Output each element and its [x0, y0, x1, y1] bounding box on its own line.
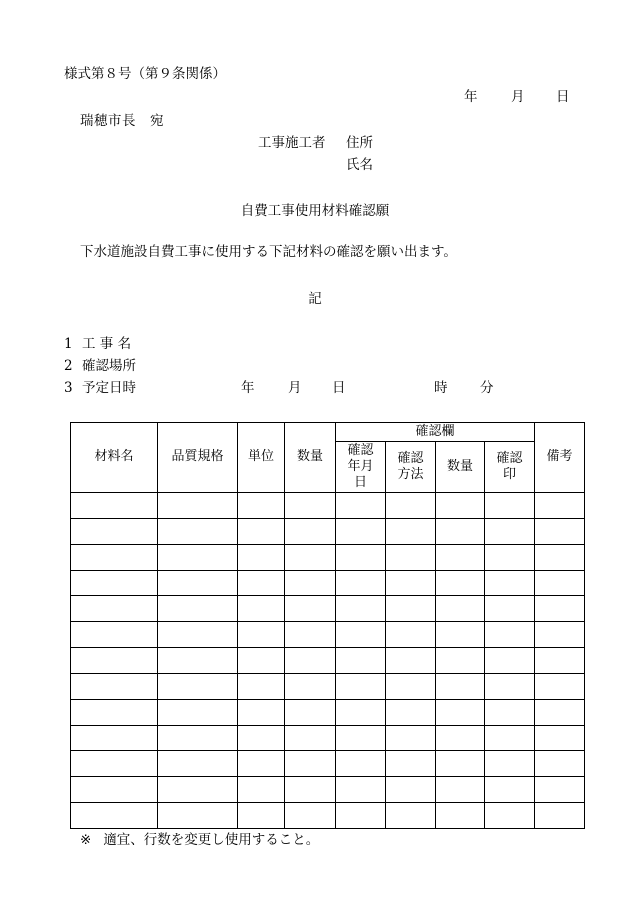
col-confirm-quantity: 数量 [436, 442, 485, 493]
table-cell[interactable] [238, 570, 285, 596]
table-row [71, 751, 585, 777]
table-cell[interactable] [336, 699, 386, 725]
table-cell[interactable] [436, 596, 485, 622]
table-cell[interactable] [158, 544, 238, 570]
col-quality-spec: 品質規格 [158, 423, 238, 493]
table-cell[interactable] [436, 725, 485, 751]
table-row [71, 570, 585, 596]
table-cell[interactable] [336, 596, 386, 622]
table-cell[interactable] [535, 518, 585, 544]
table-cell[interactable] [336, 777, 386, 803]
table-cell[interactable] [485, 518, 535, 544]
header-line: 方法 [397, 467, 424, 482]
header-line: 日 [353, 475, 367, 491]
item-number: 1 [64, 336, 73, 352]
header-line: 確認 [496, 450, 523, 466]
table-cell[interactable] [285, 622, 336, 648]
addressee: 瑞穂市長 宛 [80, 113, 164, 129]
table-cell[interactable] [71, 570, 158, 596]
table-cell[interactable] [485, 648, 535, 674]
table-cell[interactable] [386, 751, 436, 777]
table-cell[interactable] [386, 570, 436, 596]
ki-heading: 記 [308, 291, 322, 307]
confirmation-group-header: 確認欄 [336, 423, 535, 442]
table-row [71, 493, 585, 519]
table-cell[interactable] [535, 673, 585, 699]
table-cell[interactable] [238, 777, 285, 803]
table-cell[interactable] [285, 544, 336, 570]
table-cell[interactable] [336, 493, 386, 519]
table-cell[interactable] [436, 622, 485, 648]
col-confirm-date [336, 442, 386, 493]
table-cell[interactable] [386, 544, 436, 570]
table-cell[interactable] [71, 673, 158, 699]
table-cell[interactable] [535, 725, 585, 751]
table-cell[interactable] [436, 518, 485, 544]
table-cell[interactable] [386, 673, 436, 699]
table-cell[interactable] [238, 518, 285, 544]
table-cell[interactable] [336, 622, 386, 648]
table-cell[interactable] [238, 803, 285, 829]
table-cell[interactable] [535, 622, 585, 648]
table-cell[interactable] [386, 518, 436, 544]
col-unit: 単位 [238, 423, 285, 493]
date-month-label: 月 [511, 89, 525, 105]
table-cell[interactable] [158, 673, 238, 699]
form-id: 様式第８号（第９条関係） [64, 66, 226, 82]
table-cell[interactable] [436, 570, 485, 596]
table-cell[interactable] [485, 673, 535, 699]
table-cell[interactable] [485, 751, 535, 777]
table-cell[interactable] [386, 725, 436, 751]
header-line: 確認 [397, 450, 424, 466]
document-title: 自費工事使用材料確認願 [240, 203, 390, 219]
item-label: 予定日時 [82, 380, 136, 396]
table-cell[interactable] [535, 596, 585, 622]
schedule-month-label: 月 [288, 380, 302, 396]
table-cell[interactable] [386, 777, 436, 803]
table-cell[interactable] [71, 751, 158, 777]
request-text: 下水道施設自費工事に使用する下記材料の確認を願い出ます。 [80, 244, 457, 260]
table-cell[interactable] [285, 699, 336, 725]
col-quantity: 数量 [285, 423, 336, 493]
materials-table-body [71, 493, 585, 829]
table-cell[interactable] [71, 493, 158, 519]
table-row [71, 803, 585, 829]
table-cell[interactable] [71, 803, 158, 829]
table-cell[interactable] [436, 493, 485, 519]
table-cell[interactable] [535, 544, 585, 570]
table-cell[interactable] [386, 648, 436, 674]
table-cell[interactable] [158, 622, 238, 648]
item-label: 工 事 名 [82, 336, 132, 352]
table-cell[interactable] [485, 622, 535, 648]
contractor-label: 工事施工者 [258, 135, 326, 151]
date-day-label: 日 [556, 89, 570, 105]
table-cell[interactable] [336, 803, 386, 829]
table-cell[interactable] [535, 803, 585, 829]
col-confirm-method [386, 442, 436, 493]
address-label: 住所 [346, 135, 373, 151]
table-cell[interactable] [238, 622, 285, 648]
table-cell[interactable] [485, 725, 535, 751]
col-remarks: 備考 [535, 423, 585, 493]
table-cell[interactable] [386, 596, 436, 622]
schedule-year-label: 年 [241, 380, 255, 396]
header-line: 印 [503, 467, 517, 482]
table-cell[interactable] [336, 751, 386, 777]
table-cell[interactable] [238, 673, 285, 699]
table-cell[interactable] [71, 622, 158, 648]
table-cell[interactable] [535, 699, 585, 725]
table-cell[interactable] [158, 725, 238, 751]
table-cell[interactable] [336, 725, 386, 751]
table-cell[interactable] [158, 493, 238, 519]
table-cell[interactable] [71, 596, 158, 622]
table-cell[interactable] [158, 751, 238, 777]
table-cell[interactable] [71, 725, 158, 751]
table-cell[interactable] [436, 699, 485, 725]
table-cell[interactable] [436, 673, 485, 699]
table-cell[interactable] [535, 648, 585, 674]
table-cell[interactable] [71, 544, 158, 570]
table-cell[interactable] [436, 803, 485, 829]
table-cell[interactable] [386, 493, 436, 519]
table-cell[interactable] [485, 570, 535, 596]
table-cell[interactable] [485, 596, 535, 622]
table-cell[interactable] [535, 751, 585, 777]
table-cell[interactable] [158, 518, 238, 544]
schedule-hour-label: 時 [434, 380, 448, 396]
table-cell[interactable] [436, 777, 485, 803]
materials-table [70, 422, 585, 829]
table-cell[interactable] [285, 725, 336, 751]
table-cell[interactable] [285, 673, 336, 699]
table-cell[interactable] [336, 518, 386, 544]
table-cell[interactable] [336, 673, 386, 699]
table-row [71, 518, 585, 544]
table-cell[interactable] [285, 493, 336, 519]
item-label: 確認場所 [82, 358, 136, 374]
table-cell[interactable] [535, 493, 585, 519]
table-row [71, 673, 585, 699]
table-cell[interactable] [285, 596, 336, 622]
table-cell[interactable] [238, 596, 285, 622]
table-cell[interactable] [158, 648, 238, 674]
table-cell[interactable] [336, 570, 386, 596]
note-text: 適宜、行数を変更し使用すること。 [103, 832, 320, 848]
table-cell[interactable] [71, 777, 158, 803]
table-cell[interactable] [71, 648, 158, 674]
table-cell[interactable] [436, 648, 485, 674]
table-cell[interactable] [285, 570, 336, 596]
table-cell[interactable] [158, 596, 238, 622]
item-number: 3 [64, 380, 73, 396]
col-material-name: 材料名 [71, 423, 158, 493]
table-cell[interactable] [485, 493, 535, 519]
table-cell[interactable] [436, 544, 485, 570]
table-cell[interactable] [71, 699, 158, 725]
table-cell[interactable] [238, 751, 285, 777]
table-row [71, 725, 585, 751]
table-cell[interactable] [158, 803, 238, 829]
table-row [71, 622, 585, 648]
table-row [71, 699, 585, 725]
table-cell[interactable] [485, 777, 535, 803]
table-cell[interactable] [238, 493, 285, 519]
table-cell[interactable] [285, 518, 336, 544]
table-cell[interactable] [386, 622, 436, 648]
table-cell[interactable] [158, 570, 238, 596]
schedule-day-label: 日 [332, 380, 346, 396]
table-cell[interactable] [535, 777, 585, 803]
table-row [71, 777, 585, 803]
header-line: 確認 [347, 442, 374, 458]
table-cell[interactable] [386, 699, 436, 725]
table-row [71, 544, 585, 570]
table-cell[interactable] [336, 544, 386, 570]
table-cell[interactable] [285, 751, 336, 777]
table-cell[interactable] [158, 699, 238, 725]
note-mark: ※ [80, 832, 92, 848]
table-cell[interactable] [285, 803, 336, 829]
table-cell[interactable] [238, 725, 285, 751]
table-cell[interactable] [238, 544, 285, 570]
name-label: 氏名 [346, 157, 373, 173]
table-cell[interactable] [485, 699, 535, 725]
table-cell[interactable] [535, 570, 585, 596]
table-cell[interactable] [285, 777, 336, 803]
col-confirm-seal [485, 442, 535, 493]
footnote [80, 834, 319, 848]
table-cell[interactable] [71, 518, 158, 544]
table-cell[interactable] [158, 777, 238, 803]
table-cell[interactable] [436, 751, 485, 777]
table-cell[interactable] [386, 803, 436, 829]
table-cell[interactable] [485, 544, 535, 570]
table-cell[interactable] [238, 648, 285, 674]
table-row [71, 648, 585, 674]
schedule-minute-label: 分 [480, 380, 494, 396]
table-cell[interactable] [285, 648, 336, 674]
table-cell[interactable] [485, 803, 535, 829]
table-cell[interactable] [336, 648, 386, 674]
date-year-label: 年 [464, 89, 478, 105]
header-line: 年月 [347, 458, 374, 474]
item-number: 2 [64, 358, 73, 374]
table-cell[interactable] [238, 699, 285, 725]
table-row [71, 596, 585, 622]
